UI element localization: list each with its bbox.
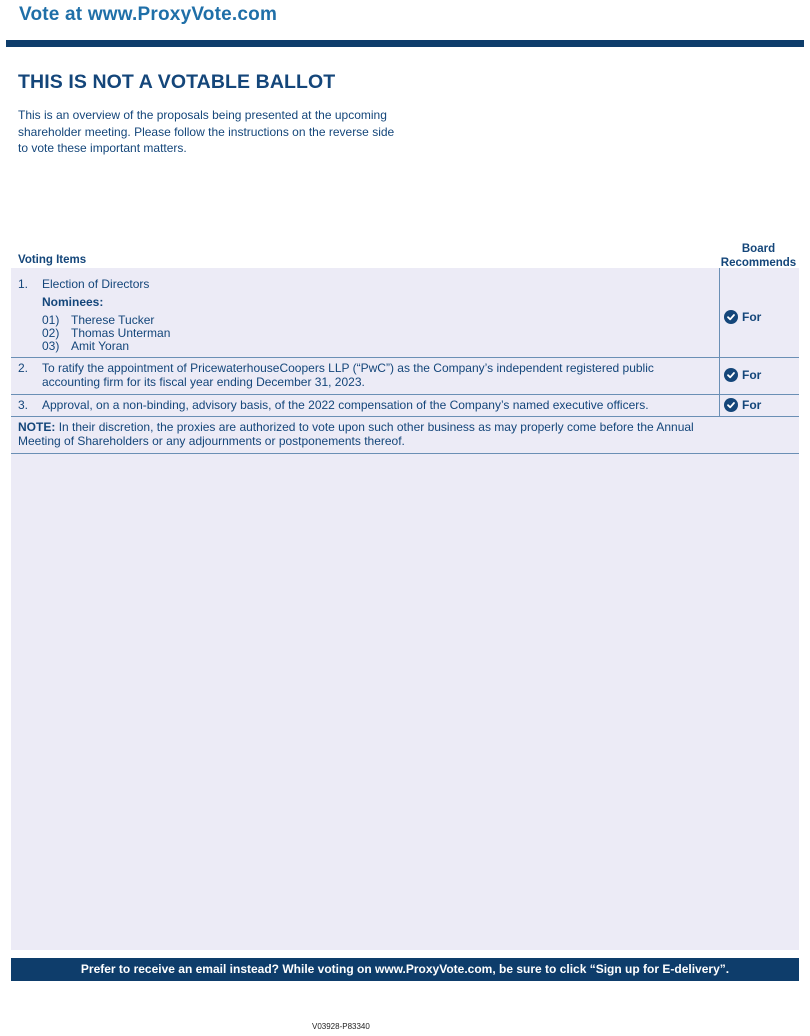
nominee-name: Amit Yoran — [71, 339, 130, 353]
check-circle-icon — [724, 310, 738, 324]
item-text: Election of Directors — [42, 277, 150, 291]
voting-item-3 — [18, 398, 718, 413]
item-text-line2: accounting firm for its fiscal year ending December 31, 2023. — [42, 375, 365, 389]
nominee-number: 02) — [42, 326, 60, 340]
note-label: NOTE: — [18, 420, 56, 434]
document-code: V03928-P83340 — [312, 1022, 370, 1031]
item-number: 1. — [18, 277, 29, 291]
row-divider — [11, 453, 799, 454]
item-number: 3. — [18, 398, 29, 412]
header-divider — [6, 40, 804, 47]
nominee-number: 01) — [42, 313, 60, 327]
edelivery-banner: Prefer to receive an email instead? While voting on www.ProxyVote.com, be sure to click “Sign up for E-delivery”. — [11, 958, 799, 981]
recommendation-label: For — [742, 368, 762, 382]
board-rec-line2: Recommends — [720, 256, 797, 269]
recommendation-label: For — [742, 310, 762, 324]
recommendation-item-2 — [724, 368, 761, 382]
nominee-row — [42, 339, 129, 353]
nominee-name: Thomas Unterman — [71, 326, 171, 340]
note — [18, 420, 718, 448]
board-rec-line1: Board — [741, 243, 776, 255]
intro-text: This is an overview of the proposals being presented at the upcoming shareholder meeting. Please follow the instructions on the reverse side to vote these important matters. — [18, 108, 395, 155]
check-circle-icon — [724, 368, 738, 382]
recommendation-item-1 — [724, 310, 761, 324]
recommendation-item-3 — [724, 398, 761, 412]
voting-items-label: Voting Items — [18, 254, 87, 266]
header-title: Vote at www.ProxyVote.com — [19, 4, 278, 25]
nominee-row — [42, 313, 154, 327]
row-divider — [11, 357, 799, 358]
voting-item-1 — [18, 277, 708, 355]
voting-item-2 — [18, 361, 718, 391]
row-divider — [11, 416, 799, 417]
item-text-line1: To ratify the appointment of PricewaterhouseCoopers LLP (“PwC”) as the Company’s independent registered public — [42, 361, 654, 375]
board-recommends-header — [716, 243, 801, 270]
note-text: In their discretion, the proxies are authorized to vote upon such other business as may properly come before the Annual Meeting of Shareholders or any adjournments or postponements thereof. — [18, 420, 694, 448]
recommendation-label: For — [742, 398, 762, 412]
nominees-label: Nominees: — [42, 295, 104, 309]
row-divider — [11, 394, 799, 395]
nominee-row — [42, 326, 170, 340]
item-text: Approval, on a non-binding, advisory basis, of the 2022 compensation of the Company’s named executive officers. — [42, 398, 649, 412]
nominee-name: Therese Tucker — [71, 313, 155, 327]
nominee-number: 03) — [42, 339, 60, 353]
item-number: 2. — [18, 361, 29, 375]
ballot-heading: THIS IS NOT A VOTABLE BALLOT — [18, 71, 336, 93]
check-circle-icon — [724, 398, 738, 412]
